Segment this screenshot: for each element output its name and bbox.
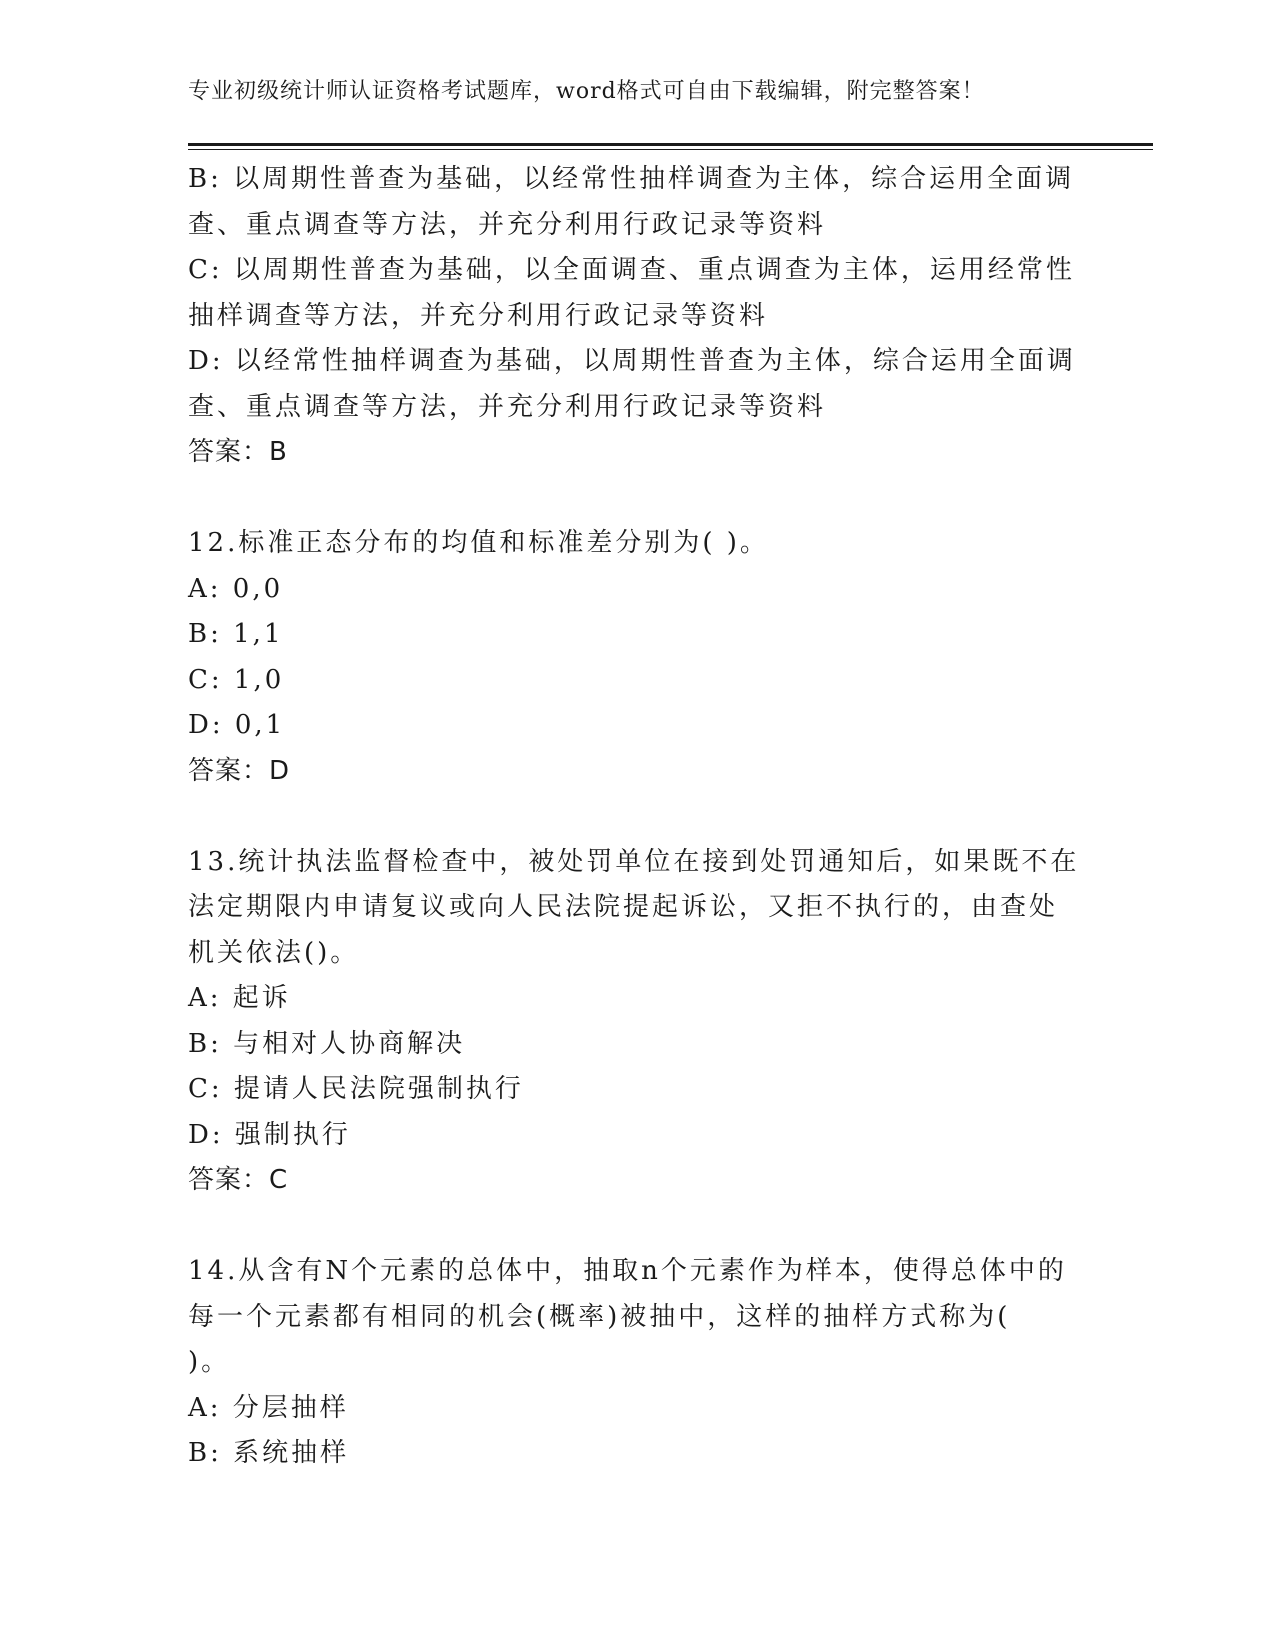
q14-question-line3: )。 — [188, 1347, 231, 1377]
header-divider-thick — [188, 143, 1153, 146]
spacer — [188, 1204, 1088, 1250]
q12-option-c: C: 1,0 — [188, 664, 285, 695]
q12-question: 12.标准正态分布的均值和标准差分别为( )。 — [188, 528, 769, 558]
spacer — [188, 794, 1088, 840]
spacer — [188, 476, 1088, 522]
q13-question-line1: 13.统计执法监督检查中，被处罚单位在接到处罚通知后，如果既不在 — [188, 846, 1080, 877]
question-content — [188, 157, 1088, 1477]
q13-option-d: D: 强制执行 — [188, 1119, 351, 1150]
q14-question-line1: 14.从含有N个元素的总体中，抽取n个元素作为样本，使得总体中的 — [188, 1256, 1067, 1286]
q12-option-a: A: 0,0 — [188, 573, 284, 604]
q11-option-c-line2: 抽样调查等方法，并充分利用行政记录等资料 — [188, 300, 769, 331]
q11-option-d-line2: 查、重点调查等方法，并充分利用行政记录等资料 — [188, 391, 827, 422]
q13-option-c: C: 提请人民法院强制执行 — [188, 1074, 524, 1104]
q13-answer: 答案：C — [188, 1165, 289, 1195]
q11-option-c-line1: C: 以周期性普查为基础，以全面调查、重点调查为主体，运用经常性 — [188, 255, 1075, 285]
q11-option-d-line1: D: 以经常性抽样调查为基础，以周期性普查为主体，综合运用全面调 — [188, 346, 1076, 376]
q12-option-b: B: 1,1 — [188, 619, 284, 649]
q11-answer: 答案：B — [188, 437, 288, 467]
q14-question-line2: 每一个元素都有相同的机会(概率)被抽中，这样的抽样方式称为( — [188, 1301, 1011, 1332]
q14-option-a: A: 分层抽样 — [188, 1392, 349, 1423]
q11-option-b-line2: 查、重点调查等方法，并充分利用行政记录等资料 — [188, 209, 827, 240]
q13-option-a: A: 起诉 — [188, 983, 291, 1013]
page-header: 专业初级统计师认证资格考试题库，word格式可自由下载编辑，附完整答案！ — [188, 79, 985, 104]
q13-option-b: B: 与相对人协商解决 — [188, 1028, 466, 1059]
header-divider-thin — [188, 149, 1153, 150]
q14-option-b: B: 系统抽样 — [188, 1438, 350, 1468]
q12-option-d: D: 0,1 — [188, 710, 286, 740]
q12-answer: 答案：D — [188, 755, 291, 786]
q11-option-b-line1: B: 以周期性普查为基础，以经常性抽样调查为主体，综合运用全面调 — [188, 164, 1075, 194]
q13-question-line2: 法定期限内申请复议或向人民法院提起诉讼，又拒不执行的，由查处 — [188, 892, 1059, 922]
q13-question-line3: 机关依法()。 — [188, 937, 360, 968]
